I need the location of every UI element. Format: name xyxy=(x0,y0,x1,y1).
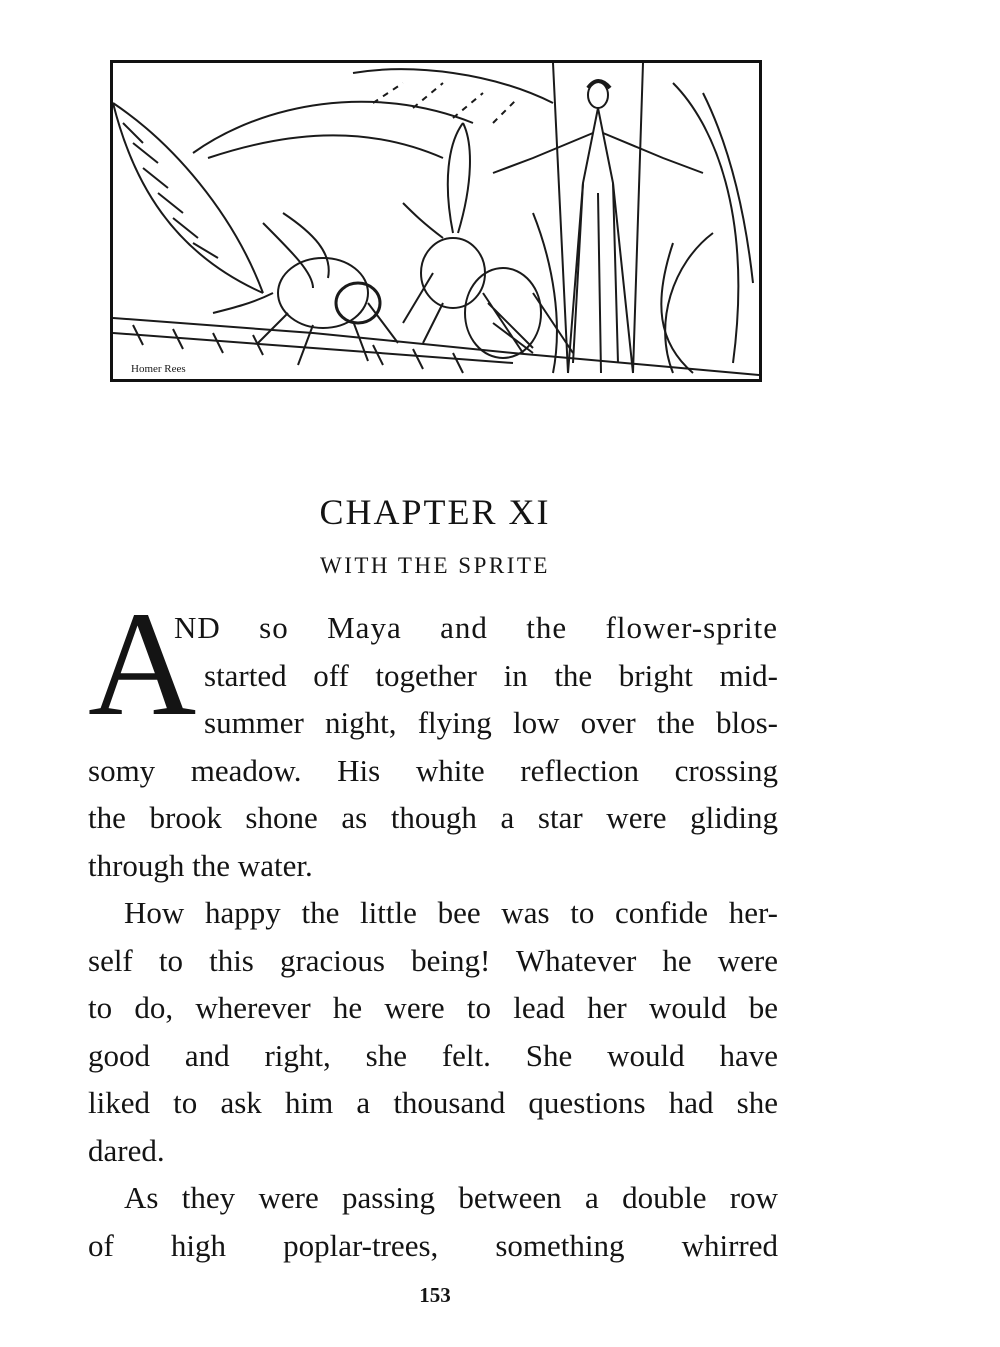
text-line: good and right, she felt. She would have xyxy=(88,1037,778,1073)
text-line: self to this gracious being! Whatever he were xyxy=(88,942,778,978)
text-line: started off together in the bright mid- xyxy=(204,657,778,693)
chapter-title: CHAPTER XI xyxy=(319,492,551,532)
text-line: As they were passing between a double row xyxy=(124,1180,778,1215)
text-line: dared. xyxy=(88,1132,165,1168)
text-line: to do, wherever he were to lead her would be xyxy=(88,990,778,1025)
page-number: 153 xyxy=(419,1283,451,1307)
text-line: of high poplar-trees, something whirred xyxy=(88,1227,778,1263)
text-line: ND so Maya and the flower-sprite xyxy=(174,610,778,645)
text-line: somy meadow. His white reflection crossing xyxy=(88,752,778,788)
artist-signature: Homer Rees xyxy=(131,363,186,375)
chapter-subtitle: WITH THE SPRITE xyxy=(319,553,550,578)
chapter-body-text xyxy=(88,581,778,1269)
text-line: the brook shone as though a star were gliding xyxy=(88,800,778,835)
text-line: liked to ask him a thousand questions had she xyxy=(88,1085,778,1120)
ink-drawing-bees-and-sprite xyxy=(113,63,759,379)
chapter-illustration xyxy=(110,60,762,382)
text-line: summer night, flying low over the blos- xyxy=(204,705,778,740)
text-line: through the water. xyxy=(88,847,313,883)
drop-cap-initial: A xyxy=(88,581,197,747)
text-line: How happy the little bee was to confide her- xyxy=(124,895,778,930)
